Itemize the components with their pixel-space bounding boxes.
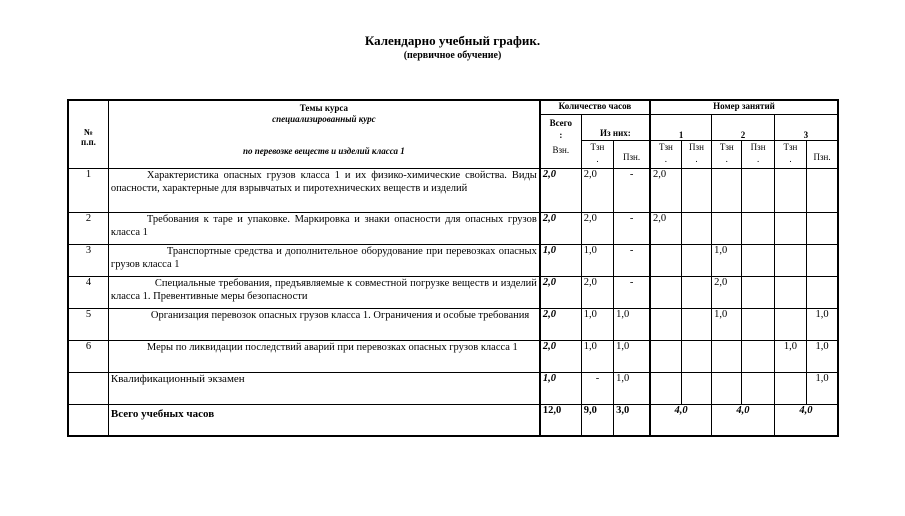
row-l2-p [742,244,774,276]
row-l3-p: 1,0 [807,308,838,340]
header-lesson-1: 1 [650,114,712,140]
header-l2-t: Тзн . [712,140,742,168]
row-total: 1,0 [540,244,581,276]
row-num: 6 [68,340,108,372]
row-l2-t [712,372,742,404]
row-l1-t: 2,0 [650,168,681,212]
row-topic: Квалификационный экзамен [108,372,539,404]
row-l3-t [774,308,806,340]
row-t: 1,0 [581,308,613,340]
row-l3-p: 1,0 [807,372,838,404]
row-l3-p [807,276,838,308]
totals-t: 9,0 [581,404,613,436]
header-total-label: Всего : [549,117,573,140]
row-t: 2,0 [581,276,613,308]
row-l3-p: 1,0 [807,340,838,372]
row-p: 1,0 [614,372,650,404]
row-total: 1,0 [540,372,581,404]
document-title: Календарно учебный график. [364,33,541,48]
row-l2-t [712,212,742,244]
row-p: - [614,168,650,212]
row-l2-t: 1,0 [712,308,742,340]
row-p: - [614,212,650,244]
row-t: 1,0 [581,244,613,276]
row-l3-t: 1,0 [774,340,806,372]
header-lesson-2: 2 [712,114,775,140]
row-l3-p [807,244,838,276]
row-l3-t [774,276,806,308]
totals-total: 12,0 [540,404,581,436]
row-t: 2,0 [581,168,613,212]
row-l1-t [650,244,681,276]
row-num [68,372,108,404]
row-total: 2,0 [540,212,581,244]
row-l2-t [712,340,742,372]
row-l1-p [681,276,711,308]
row-l2-t: 2,0 [712,276,742,308]
row-num: 3 [68,244,108,276]
row-num: 1 [68,168,108,212]
header-lesson-3: 3 [774,114,838,140]
table-row [68,212,838,244]
header-l3-p: Пзн. [807,140,838,168]
header-vzn: Взн. [552,144,570,155]
row-l2-p [742,212,774,244]
row-t: - [581,372,613,404]
header-topic-line2: специализированный курс [272,114,376,124]
row-num: 2 [68,212,108,244]
header-topic-line1: Темы курса [299,103,348,113]
row-l3-t [774,212,806,244]
row-l1-t: 2,0 [650,212,681,244]
row-topic: Транспортные средства и дополнительное оборудование при перевозках опасных грузов класса 1 [108,244,539,276]
header-hours: Количество часов [540,100,650,114]
row-total: 2,0 [540,340,581,372]
row-l3-t [774,372,806,404]
row-l1-p [681,212,711,244]
row-l1-p [681,308,711,340]
header-l2-p: Пзн . [742,140,774,168]
row-l1-p [681,168,711,212]
totals-lesson-2: 4,0 [712,404,775,436]
header-pzn: Пзн. [614,140,650,168]
row-topic: Меры по ликвидации последствий аварий при перевозках опасных грузов класса 1 [108,340,539,372]
row-l1-t [650,308,681,340]
header-l1-p: Пзн . [681,140,711,168]
row-l2-p [742,372,774,404]
header-l3-t: Тзн . [774,140,806,168]
totals-lesson-1: 4,0 [650,404,712,436]
table-row [68,372,838,404]
row-l2-p [742,276,774,308]
table-row [68,340,838,372]
row-l1-t [650,372,681,404]
row-l2-p [742,168,774,212]
row-l1-p [681,372,711,404]
row-p: 1,0 [614,308,650,340]
row-num: 5 [68,308,108,340]
header-num: № п.п. [68,100,108,168]
row-l3-t [774,244,806,276]
totals-row [68,404,838,436]
row-l2-t [712,168,742,212]
row-total: 2,0 [540,308,581,340]
row-l1-t [650,340,681,372]
row-topic: Организация перевозок опасных грузов класса 1. Ограничения и особые требования [108,308,539,340]
row-l1-t [650,276,681,308]
header-lessons: Номер занятий [650,100,838,114]
row-total: 2,0 [540,168,581,212]
totals-p: 3,0 [614,404,650,436]
row-l1-p [681,340,711,372]
row-l2-t: 1,0 [712,244,742,276]
row-l2-p [742,340,774,372]
row-l3-t [774,168,806,212]
totals-lesson-3: 4,0 [774,404,838,436]
row-p: 1,0 [614,340,650,372]
row-l2-p [742,308,774,340]
row-t: 1,0 [581,340,613,372]
table-row [68,308,838,340]
header-l1-t: Тзн . [650,140,681,168]
totals-label: Всего учебных часов [108,404,539,436]
row-topic: Характеристика опасных грузов класса 1 и их физико-химические свойства. Виды опасности, характерные для взрывчатых и пиротехнических веществ и изделий [108,168,539,212]
document-subtitle: (первичное обучение) [403,50,502,61]
row-topic: Требования к таре и упаковке. Маркировка и знаки опасности для опасных грузов класса 1 [108,212,539,244]
header-topic-line3: по перевозке веществ и изделий класса 1 [243,146,405,156]
row-num: 4 [68,276,108,308]
header-total [540,114,581,168]
row-l1-p [681,244,711,276]
row-p: - [614,276,650,308]
table-row [68,244,838,276]
row-l3-p [807,212,838,244]
table-row [68,276,838,308]
totals-num [68,404,108,436]
row-t: 2,0 [581,212,613,244]
header-from-them: Из них: [581,114,650,140]
table-row [68,168,838,212]
header-tzn: Тзн . [581,140,613,168]
header-topic [108,100,539,168]
row-topic: Специальные требования, предъявляемые к совместной погрузке веществ и изделий класса 1. Превентивные меры безопасности [108,276,539,308]
row-total: 2,0 [540,276,581,308]
row-l3-p [807,168,838,212]
row-p: - [614,244,650,276]
schedule-table [67,99,839,437]
